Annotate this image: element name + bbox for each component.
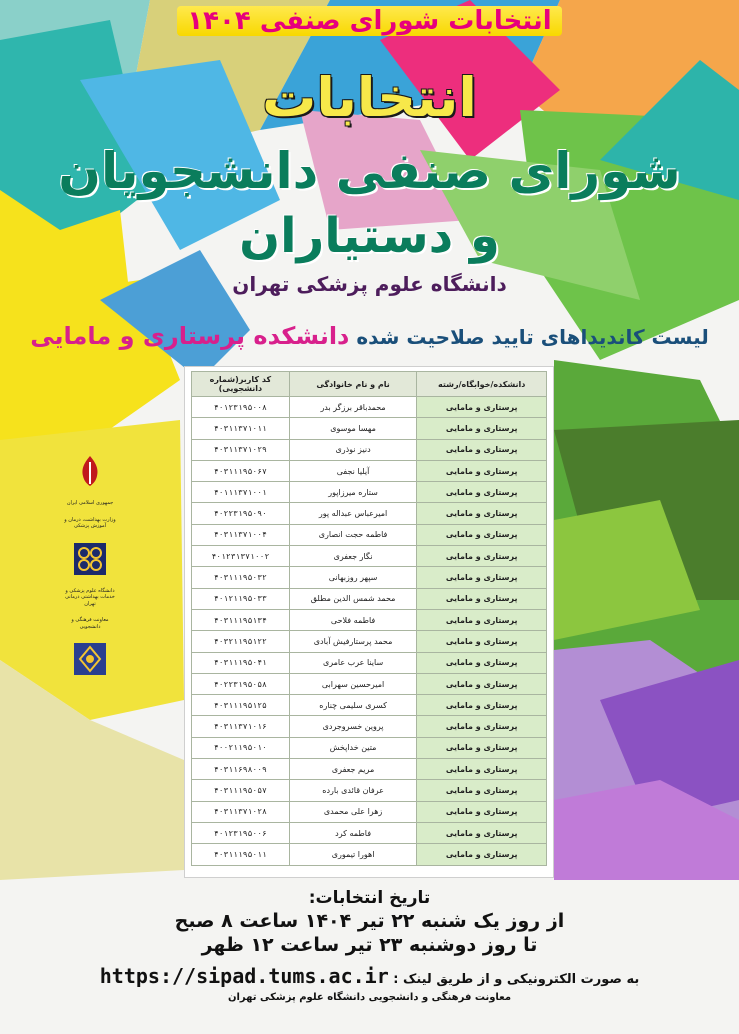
election-date-title: تاریخ انتخابات: [308,888,431,908]
table-row [192,801,547,822]
faculty-cell: پرستاری و مامایی [417,801,547,822]
name-cell: مهسا موسوی [289,418,417,439]
faculty-cell: پرستاری و مامایی [417,567,547,588]
name-cell: دنیز نوذری [289,439,417,460]
faculty-cell: پرستاری و مامایی [417,652,547,673]
table-row [192,609,547,630]
candidates-table [191,371,547,866]
table-row [192,482,547,503]
code-cell: ۴۰۱۲۳۱۹۵۰۰۸ [192,397,290,418]
faculty-cell: پرستاری و مامایی [417,737,547,758]
name-cell: امیرحسین سهرابی [289,673,417,694]
name-cell: آیلیا نجفی [289,460,417,481]
election-info-footer [0,888,739,1003]
university-name: دانشگاه علوم پزشکی تهران [232,272,507,296]
header-name: نام و نام خانوادگی [289,372,417,397]
faculty-cell: پرستاری و مامایی [417,673,547,694]
ministry-label-bottom: وزارت بهداشت، درمان و آموزش پزشکی [64,516,116,529]
voting-link-row [0,964,739,988]
table-row [192,759,547,780]
table-body [192,397,547,866]
list-heading-prefix: لیست کاندیداهای تایید صلاحیت شده [356,325,709,349]
code-cell: ۴۰۳۱۱۱۹۵۰۳۲ [192,567,290,588]
code-cell: ۴۰۳۱۱۳۷۱۰۲۹ [192,439,290,460]
title-council: شورای صنفی دانشجویان [58,142,681,200]
title-elections: انتخابات [262,66,477,129]
name-cell: سپهر روزبهانی [289,567,417,588]
name-cell: ستاره میرزاپور [289,482,417,503]
banner-text: انتخابات شورای صنفی ۱۴۰۴ [177,6,561,36]
table-row [192,546,547,567]
faculty-cell: پرستاری و مامایی [417,780,547,801]
faculty-cell: پرستاری و مامایی [417,716,547,737]
table-row [192,418,547,439]
logos-column [62,452,118,678]
code-cell: ۴۰۳۱۱۳۷۱۰۰۴ [192,524,290,545]
code-cell: ۴۰۳۱۱۱۹۵۱۳۴ [192,609,290,630]
name-cell: فاطمه حجت انصاری [289,524,417,545]
vice-chancellor-label: معاونت فرهنگی و دانشجویی [71,617,109,630]
table-row [192,737,547,758]
code-cell: ۴۰۳۱۱۱۹۵۱۲۵ [192,695,290,716]
code-cell: ۴۰۳۱۱۳۷۱۰۲۸ [192,801,290,822]
code-cell: ۴۰۳۱۱۱۹۵۰۵۷ [192,780,290,801]
faculty-cell: پرستاری و مامایی [417,609,547,630]
student-affairs-logo [71,640,109,678]
name-cell: مریم جعفری [289,759,417,780]
organizer-credit: معاونت فرهنگی و دانشجویی دانشگاه علوم پزشکی تهران [227,992,512,1003]
faculty-cell: پرستاری و مامایی [417,397,547,418]
faculty-cell: پرستاری و مامایی [417,759,547,780]
code-cell: ۴۰۰۲۱۱۹۵۰۱۰ [192,737,290,758]
voting-link-prefix: به صورت الکترونیکی و از طریق لینک : [393,972,640,987]
faculty-cell: پرستاری و مامایی [417,546,547,567]
election-banner [0,6,739,36]
title-assistants: و دستیاران [239,208,500,264]
faculty-cell: پرستاری و مامایی [417,482,547,503]
name-cell: امیرعباس عبداله پور [289,503,417,524]
name-cell: ساینا عرب عامری [289,652,417,673]
table-row [192,460,547,481]
faculty-cell: پرستاری و مامایی [417,418,547,439]
table-row [192,524,547,545]
table-row [192,695,547,716]
name-cell: محمد شمس الدین مطلق [289,588,417,609]
header-code: کد کاربر(شماره دانشجویی) [192,372,290,397]
table-row [192,588,547,609]
faculty-cell: پرستاری و مامایی [417,524,547,545]
ministry-label-top: جمهوری اسلامی ایران [66,500,114,506]
code-cell: ۴۰۱۲۳۱۹۵۰۰۶ [192,822,290,843]
faculty-cell: پرستاری و مامایی [417,822,547,843]
name-cell: عرفان قائدی بارده [289,780,417,801]
faculty-cell: پرستاری و مامایی [417,460,547,481]
candidates-table-container [184,366,554,878]
table-row [192,439,547,460]
faculty-cell: پرستاری و مامایی [417,503,547,524]
table-row [192,567,547,588]
iran-emblem-logo [71,452,109,490]
table-row [192,673,547,694]
name-cell: فاطمه فلاحی [289,609,417,630]
name-cell: متین خداپخش [289,737,417,758]
faculty-cell: پرستاری و مامایی [417,588,547,609]
code-cell: ۴۰۳۱۱۱۹۵۰۶۷ [192,460,290,481]
candidates-list-heading [0,322,739,350]
code-cell: ۴۰۳۱۱۱۹۵۰۴۱ [192,652,290,673]
faculty-cell: پرستاری و مامایی [417,695,547,716]
code-cell: ۴۰۳۱۱۶۹۸۰۰۹ [192,759,290,780]
table-row [192,716,547,737]
table-row [192,397,547,418]
faculty-cell: پرستاری و مامایی [417,631,547,652]
name-cell: کسری سلیمی چناره [289,695,417,716]
university-logo-label: دانشگاه علوم پزشکی و خدمات بهداشتی درمانی تهران [65,587,115,607]
tums-logo [71,540,109,578]
election-end-line: تا روز دوشنبه ۲۳ تیر ساعت ۱۲ ظهر [201,934,538,956]
table-row [192,844,547,865]
code-cell: ۴۰۳۱۱۳۷۱۰۱۶ [192,716,290,737]
code-cell: ۴۰۱۲۱۱۹۵۰۳۳ [192,588,290,609]
faculty-cell: پرستاری و مامایی [417,844,547,865]
voting-link[interactable]: https://sipad.tums.ac.ir [99,964,389,988]
header-faculty: دانشکده/خوابگاه/رشته [417,372,547,397]
faculty-cell: پرستاری و مامایی [417,439,547,460]
code-cell: ۴۰۳۲۱۱۹۵۱۲۲ [192,631,290,652]
table-row [192,503,547,524]
name-cell: محمد پرستارفیش آبادی [289,631,417,652]
code-cell: ۴۰۱۱۱۳۷۱۰۰۱ [192,482,290,503]
code-cell: ۴۰۳۱۱۱۹۵۰۱۱ [192,844,290,865]
list-heading-faculty: دانشکده پرستاری و مامایی [30,322,350,350]
table-header-row [192,372,547,397]
table-row [192,652,547,673]
name-cell: اهورا تیموری [289,844,417,865]
code-cell: ۴۰۲۲۳۱۹۵۰۹۰ [192,503,290,524]
name-cell: پروین خسروجردی [289,716,417,737]
name-cell: نگار جعفری [289,546,417,567]
table-row [192,780,547,801]
code-cell: ۴۰۲۲۳۱۹۵۰۵۸ [192,673,290,694]
name-cell: فاطمه کرد [289,822,417,843]
election-start-line: از روز یک شنبه ۲۲ تیر ۱۴۰۴ ساعت ۸ صبح [174,910,565,932]
name-cell: زهرا علی محمدی [289,801,417,822]
code-cell: ۴۰۱۲۳۱۳۷۱۰۰۲ [192,546,290,567]
table-row [192,822,547,843]
name-cell: محمدباقر برزگر بدر [289,397,417,418]
table-row [192,631,547,652]
code-cell: ۴۰۳۱۱۳۷۱۰۱۱ [192,418,290,439]
